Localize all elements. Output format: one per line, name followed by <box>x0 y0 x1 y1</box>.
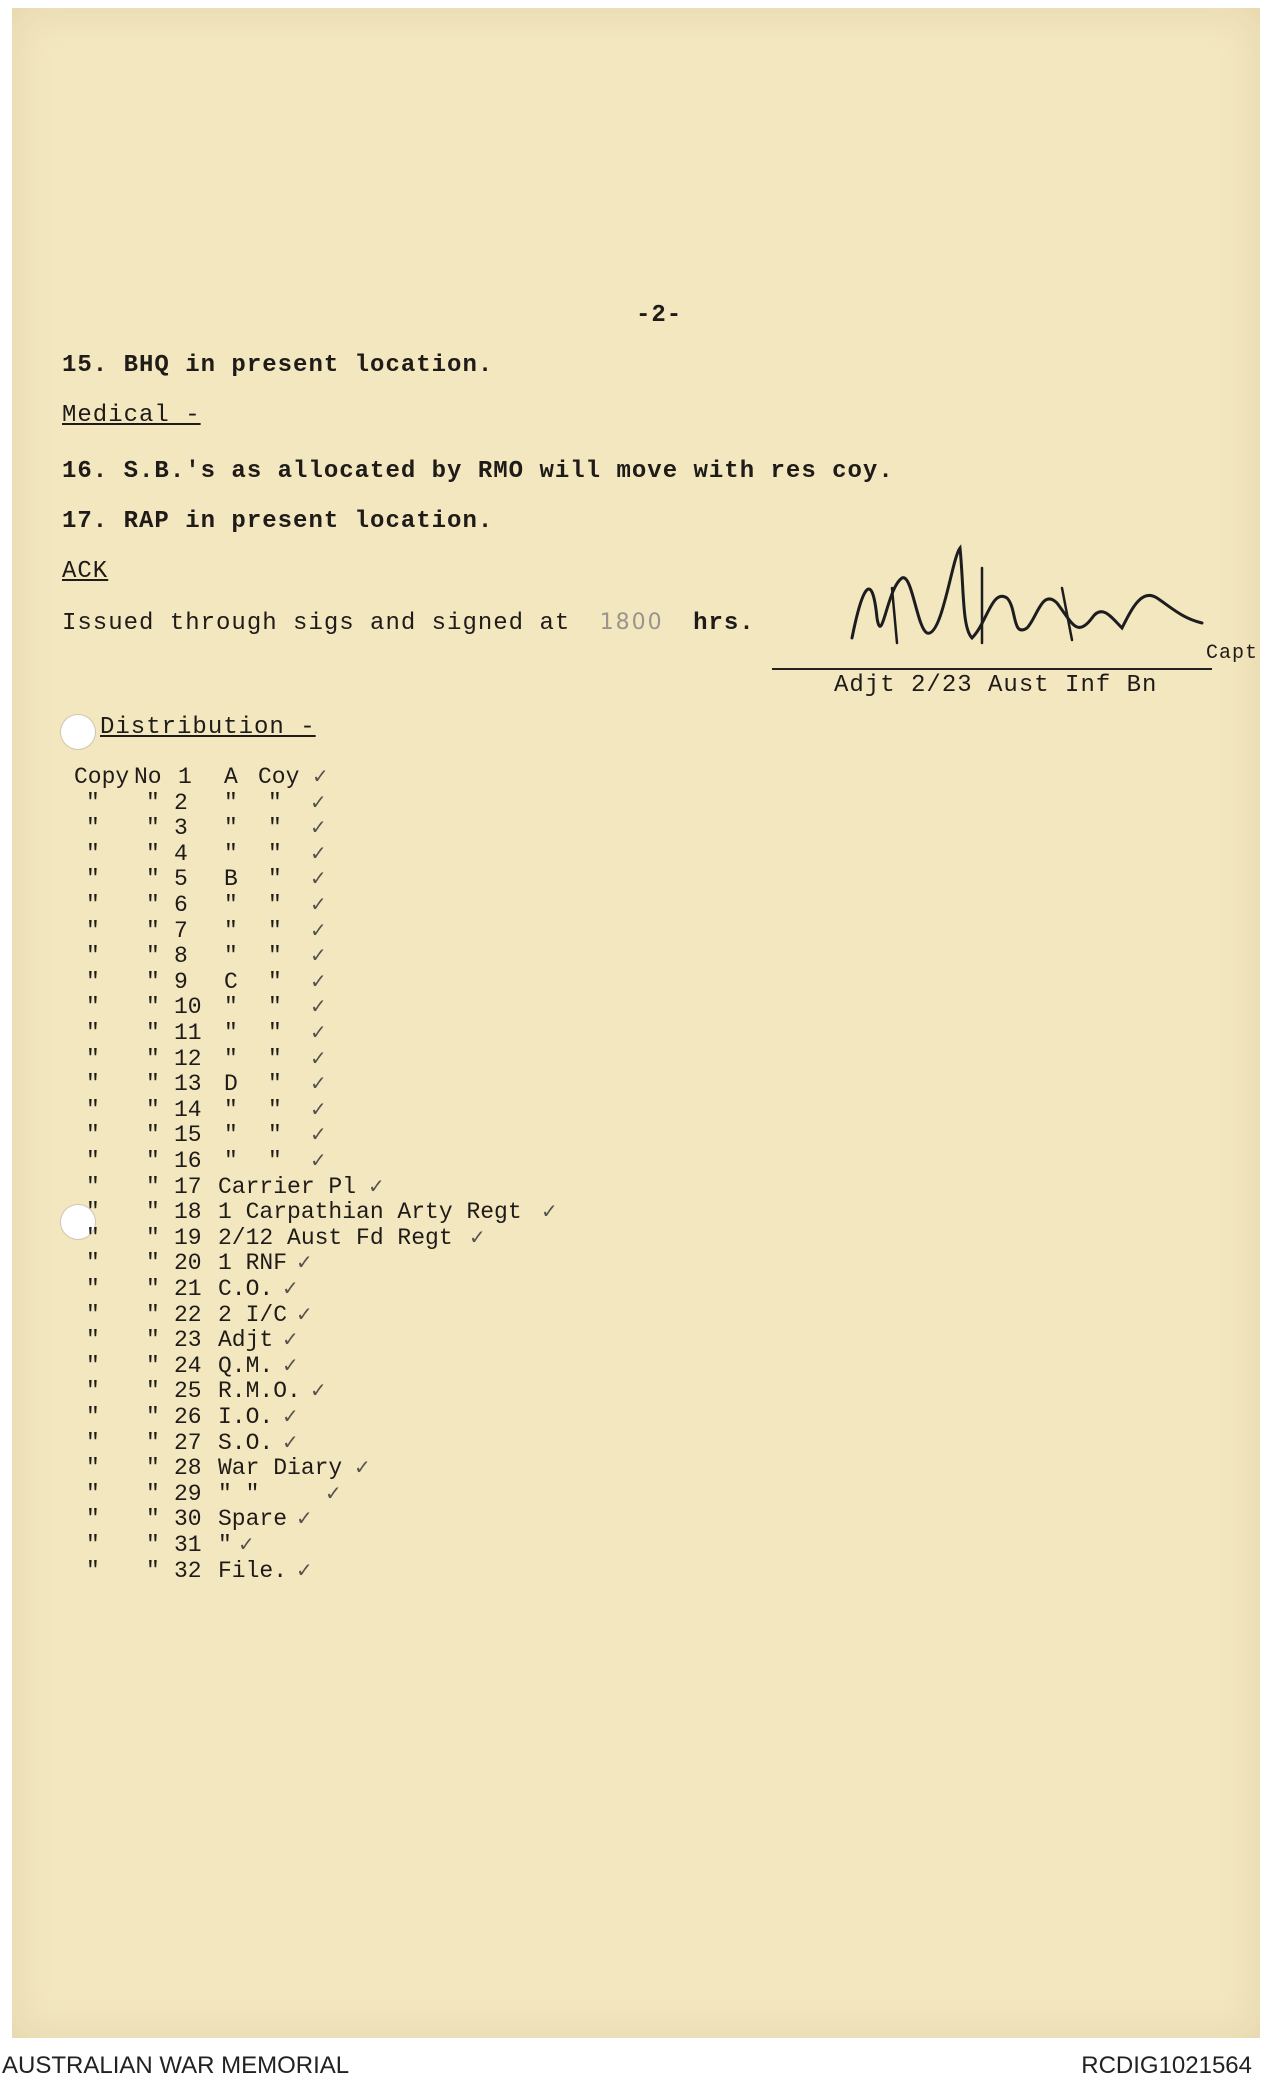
document-page <box>2 8 1260 2079</box>
copy-number: 9 <box>174 969 188 995</box>
issued-line <box>62 610 755 637</box>
copy-ditto: " <box>86 1430 100 1456</box>
no-ditto: " <box>146 1046 160 1072</box>
first-copy-number: 1 <box>178 764 192 790</box>
copy-number: 25 <box>174 1378 202 1404</box>
check-mark: ✓ <box>325 1481 342 1505</box>
unit-sub: " <box>268 1148 282 1174</box>
unit-sub: " <box>268 892 282 918</box>
copy-number: 29 <box>174 1481 202 1507</box>
no-ditto: " <box>146 1199 160 1225</box>
unit-name: " <box>224 1122 238 1148</box>
punch-hole-top <box>60 714 96 750</box>
no-ditto: " <box>146 1302 160 1328</box>
no-ditto: " <box>146 1071 160 1097</box>
copy-ditto: " <box>86 892 100 918</box>
copy-number: 14 <box>174 1097 202 1123</box>
copy-ditto: " <box>86 1532 100 1558</box>
check-mark: ✓ <box>282 1404 299 1428</box>
distribution-heading: Distribution - <box>100 714 316 741</box>
copy-header: Copy <box>74 764 130 790</box>
copy-ditto: " <box>86 1148 100 1174</box>
check-mark: ✓ <box>354 1455 371 1479</box>
no-ditto: " <box>146 969 160 995</box>
unit-name: " <box>224 918 238 944</box>
copy-number: 17 <box>174 1174 202 1200</box>
paragraph-15: 15. BHQ in present location. <box>62 352 494 379</box>
check-mark: ✓ <box>469 1225 486 1249</box>
copy-ditto: " <box>86 1353 100 1379</box>
unit-name: " <box>224 841 238 867</box>
unit-name: " <box>218 1532 232 1558</box>
check-mark: ✓ <box>310 892 327 916</box>
copy-ditto: " <box>86 790 100 816</box>
footer-left: AUSTRALIAN WAR MEMORIAL <box>2 2052 350 2079</box>
copy-number: 24 <box>174 1353 202 1379</box>
unit-name: C.O. <box>218 1276 274 1302</box>
copy-number: 27 <box>174 1430 202 1456</box>
check-mark: ✓ <box>310 1122 327 1146</box>
signature-scrawl <box>832 528 1232 678</box>
check-mark: ✓ <box>282 1430 299 1454</box>
check-mark: ✓ <box>541 1199 558 1223</box>
copy-ditto: " <box>86 1199 100 1225</box>
no-ditto: " <box>146 815 160 841</box>
unit-name: " <box>224 1046 238 1072</box>
check-mark: ✓ <box>310 918 327 942</box>
unit-name: 1 RNF <box>218 1250 288 1276</box>
issued-time: 1800 <box>599 610 664 635</box>
unit-sub: " <box>268 1046 282 1072</box>
copy-number: 11 <box>174 1020 202 1046</box>
copy-ditto: " <box>86 1506 100 1532</box>
copy-number: 28 <box>174 1455 202 1481</box>
copy-ditto: " <box>86 841 100 867</box>
copy-ditto: " <box>86 969 100 995</box>
unit-name: Carrier Pl <box>218 1174 357 1200</box>
no-ditto: " <box>146 1430 160 1456</box>
copy-number: 13 <box>174 1071 202 1097</box>
copy-ditto: " <box>86 1276 100 1302</box>
check-mark: ✓ <box>310 994 327 1018</box>
copy-ditto: " <box>86 815 100 841</box>
paragraph-16: 16. S.B.'s as allocated by RMO will move with res coy. <box>62 458 894 485</box>
signature-rank: Capt <box>1206 642 1259 665</box>
check-mark: ✓ <box>282 1276 299 1300</box>
check-mark: ✓ <box>310 841 327 865</box>
copy-ditto: " <box>86 866 100 892</box>
unit-sub: " <box>268 1122 282 1148</box>
copy-number: 10 <box>174 994 202 1020</box>
copy-number: 4 <box>174 841 188 867</box>
unit-name: " <box>224 1148 238 1174</box>
unit-name: " <box>224 943 238 969</box>
check-mark: ✓ <box>238 1532 255 1556</box>
copy-number: 19 <box>174 1225 202 1251</box>
copy-ditto: " <box>86 1455 100 1481</box>
unit-sub: " <box>268 815 282 841</box>
copy-number: 6 <box>174 892 188 918</box>
unit-name: " <box>224 892 238 918</box>
copy-ditto: " <box>86 1558 100 1584</box>
unit-name: " <box>224 815 238 841</box>
copy-ditto: " <box>86 1481 100 1507</box>
check-mark: ✓ <box>282 1353 299 1377</box>
copy-ditto: " <box>86 994 100 1020</box>
check-mark: ✓ <box>296 1302 313 1326</box>
distribution-list <box>12 764 712 1584</box>
copy-ditto: " <box>86 1174 100 1200</box>
no-ditto: " <box>146 1225 160 1251</box>
unit-name: S.O. <box>218 1430 274 1456</box>
check-mark: ✓ <box>310 1046 327 1070</box>
signature-title: Adjt 2/23 Aust Inf Bn <box>834 672 1158 699</box>
unit-sub: " <box>268 994 282 1020</box>
unit-name: " <box>224 1020 238 1046</box>
copy-number: 20 <box>174 1250 202 1276</box>
unit-sub: " <box>268 969 282 995</box>
unit-sub: " <box>268 790 282 816</box>
check-mark: ✓ <box>310 1097 327 1121</box>
first-unit: A <box>224 764 238 790</box>
copy-number: 26 <box>174 1404 202 1430</box>
copy-number: 32 <box>174 1558 202 1584</box>
check-mark: ✓ <box>310 866 327 890</box>
copy-number: 21 <box>174 1276 202 1302</box>
check-mark: ✓ <box>282 1327 299 1351</box>
copy-number: 30 <box>174 1506 202 1532</box>
copy-number: 2 <box>174 790 188 816</box>
copy-ditto: " <box>86 1378 100 1404</box>
unit-name: File. <box>218 1558 288 1584</box>
copy-ditto: " <box>86 1020 100 1046</box>
copy-number: 16 <box>174 1148 202 1174</box>
first-sub: Coy <box>258 764 300 790</box>
unit-name: " <box>224 994 238 1020</box>
no-ditto: " <box>146 1122 160 1148</box>
no-ditto: " <box>146 1174 160 1200</box>
copy-ditto: " <box>86 1046 100 1072</box>
page-number: -2- <box>636 302 683 329</box>
copy-number: 5 <box>174 866 188 892</box>
copy-ditto: " <box>86 1404 100 1430</box>
check-mark: ✓ <box>310 1378 327 1402</box>
copy-ditto: " <box>86 1225 100 1251</box>
unit-name: Adjt <box>218 1327 274 1353</box>
copy-number: 23 <box>174 1327 202 1353</box>
signature-line <box>772 668 1212 670</box>
no-ditto: " <box>146 1404 160 1430</box>
check-mark: ✓ <box>310 815 327 839</box>
copy-number: 3 <box>174 815 188 841</box>
no-ditto: " <box>146 1250 160 1276</box>
copy-ditto: " <box>86 1071 100 1097</box>
unit-sub: " <box>268 841 282 867</box>
copy-number: 15 <box>174 1122 202 1148</box>
no-ditto: " <box>146 1455 160 1481</box>
footer-right: RCDIG1021564 <box>1081 2052 1252 2079</box>
check-mark: ✓ <box>310 1020 327 1044</box>
unit-name: 2/12 Aust Fd Regt <box>218 1225 453 1251</box>
no-ditto: " <box>146 1327 160 1353</box>
copy-ditto: " <box>86 1250 100 1276</box>
no-ditto: " <box>146 841 160 867</box>
unit-name: " " <box>218 1481 260 1507</box>
check-mark: ✓ <box>312 764 329 788</box>
no-ditto: " <box>146 918 160 944</box>
unit-name: Q.M. <box>218 1353 274 1379</box>
no-ditto: " <box>146 943 160 969</box>
no-ditto: " <box>146 866 160 892</box>
no-ditto: " <box>146 1148 160 1174</box>
check-mark: ✓ <box>296 1250 313 1274</box>
check-mark: ✓ <box>296 1558 313 1582</box>
unit-name: 2 I/C <box>218 1302 288 1328</box>
unit-name: C <box>224 969 238 995</box>
copy-ditto: " <box>86 1097 100 1123</box>
check-mark: ✓ <box>310 790 327 814</box>
issued-suffix: hrs. <box>693 610 755 637</box>
unit-name: 1 Carpathian Arty Regt <box>218 1199 522 1225</box>
no-ditto: " <box>146 892 160 918</box>
copy-ditto: " <box>86 918 100 944</box>
no-ditto: " <box>146 1558 160 1584</box>
unit-sub: " <box>268 943 282 969</box>
copy-number: 8 <box>174 943 188 969</box>
copy-ditto: " <box>86 1122 100 1148</box>
no-ditto: " <box>146 1378 160 1404</box>
ack-heading: ACK <box>62 558 109 585</box>
unit-name: R.M.O. <box>218 1378 301 1404</box>
no-ditto: " <box>146 1020 160 1046</box>
unit-sub: " <box>268 1020 282 1046</box>
paragraph-17: 17. RAP in present location. <box>62 508 494 535</box>
section-heading-medical: Medical - <box>62 402 201 429</box>
no-ditto: " <box>146 1276 160 1302</box>
unit-name: War Diary <box>218 1455 343 1481</box>
check-mark: ✓ <box>296 1506 313 1530</box>
unit-sub: " <box>268 1071 282 1097</box>
check-mark: ✓ <box>310 1148 327 1172</box>
unit-name: " <box>224 1097 238 1123</box>
copy-ditto: " <box>86 943 100 969</box>
check-mark: ✓ <box>310 969 327 993</box>
unit-name: I.O. <box>218 1404 274 1430</box>
no-ditto: " <box>146 790 160 816</box>
no-ditto: " <box>146 1532 160 1558</box>
no-ditto: " <box>146 1097 160 1123</box>
no-ditto: " <box>146 1353 160 1379</box>
no-ditto: " <box>146 994 160 1020</box>
copy-number: 7 <box>174 918 188 944</box>
no-header: No <box>134 764 162 790</box>
unit-name: Spare <box>218 1506 288 1532</box>
copy-number: 12 <box>174 1046 202 1072</box>
issued-prefix: Issued through sigs and signed at <box>62 610 571 637</box>
copy-number: 18 <box>174 1199 202 1225</box>
unit-sub: " <box>268 866 282 892</box>
unit-name: B <box>224 866 238 892</box>
unit-name: D <box>224 1071 238 1097</box>
no-ditto: " <box>146 1506 160 1532</box>
unit-name: " <box>224 790 238 816</box>
copy-number: 22 <box>174 1302 202 1328</box>
copy-ditto: " <box>86 1327 100 1353</box>
check-mark: ✓ <box>310 1071 327 1095</box>
unit-sub: " <box>268 1097 282 1123</box>
no-ditto: " <box>146 1481 160 1507</box>
copy-ditto: " <box>86 1302 100 1328</box>
check-mark: ✓ <box>310 943 327 967</box>
check-mark: ✓ <box>368 1174 385 1198</box>
copy-number: 31 <box>174 1532 202 1558</box>
unit-sub: " <box>268 918 282 944</box>
